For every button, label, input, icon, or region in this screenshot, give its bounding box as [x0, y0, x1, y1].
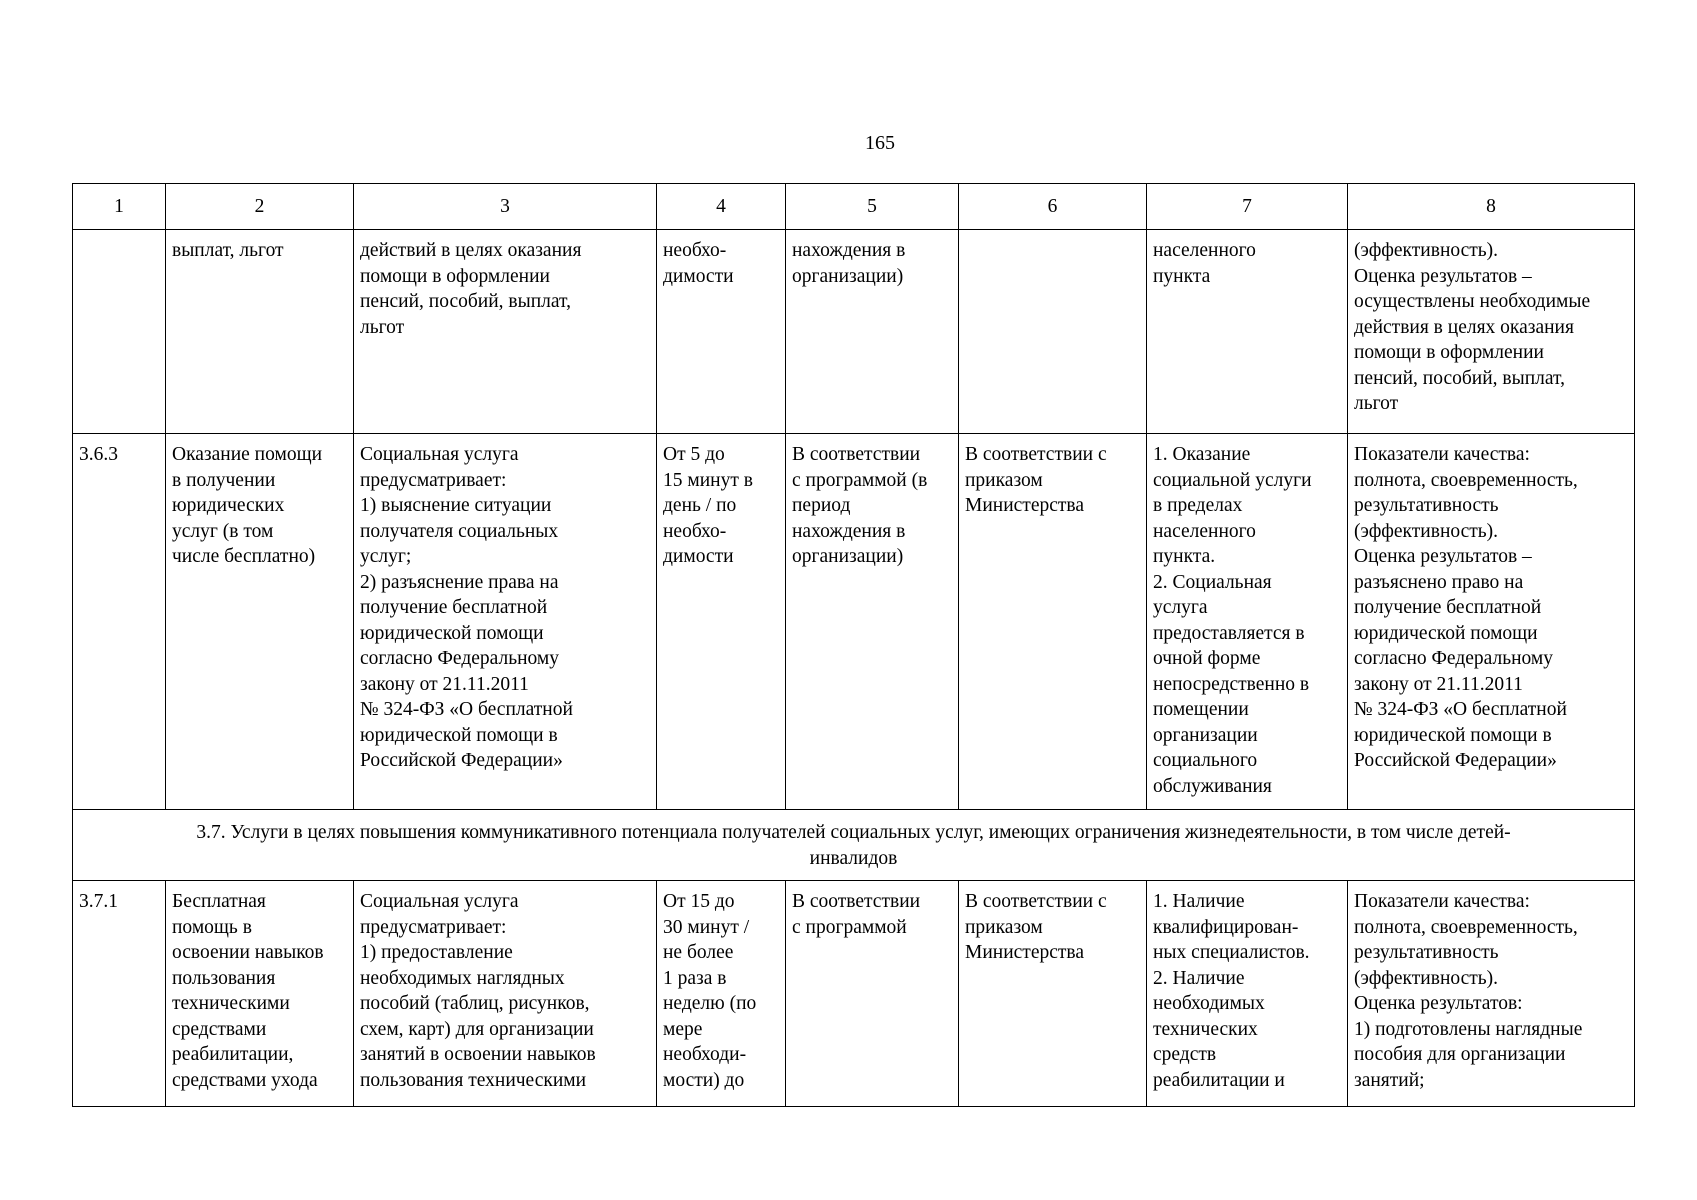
section-title: 3.7. Услуги в целях повышения коммуникативного потенциала получателей социальных услуг, имеющих ограничения жизнедеятельности, в том числе детей- инвалидов — [73, 810, 1635, 881]
cell-cost — [959, 230, 1147, 434]
cell-service-name: Бесплатная помощь в освоении навыков пользования техническими средствами реабилитации, средствами ухода — [166, 881, 354, 1107]
cell-conditions: населенного пункта — [1147, 230, 1348, 434]
column-number-row — [73, 184, 1635, 230]
cell-description: Социальная услуга предусматривает: 1) предоставление необходимых наглядных пособий (таблиц, рисунков, схем, карт) для организации занятий в освоении навыков пользования техническими — [354, 881, 657, 1107]
cell-number: 3.6.3 — [73, 434, 166, 810]
column-number-4: 4 — [657, 184, 786, 230]
table-row-continuation — [73, 230, 1635, 434]
cell-service-name: Оказание помощи в получении юридических услуг (в том числе бесплатно) — [166, 434, 354, 810]
table-row-3-7-1 — [73, 881, 1635, 1107]
column-number-5: 5 — [786, 184, 959, 230]
section-heading-row — [73, 810, 1635, 881]
cell-number — [73, 230, 166, 434]
column-number-8: 8 — [1348, 184, 1635, 230]
cell-duration: От 15 до 30 минут / не более 1 раза в неделю (по мере необходи- мости) до — [657, 881, 786, 1107]
cell-cost: В соответствии с приказом Министерства — [959, 881, 1147, 1107]
column-number-2: 2 — [166, 184, 354, 230]
page-number: 165 — [865, 132, 895, 154]
cell-schedule: нахождения в организации) — [786, 230, 959, 434]
column-number-3: 3 — [354, 184, 657, 230]
cell-schedule: В соответствии с программой (в период нахождения в организации) — [786, 434, 959, 810]
cell-duration: необхо- димости — [657, 230, 786, 434]
cell-cost: В соответствии с приказом Министерства — [959, 434, 1147, 810]
cell-duration: От 5 до 15 минут в день / по необхо- димости — [657, 434, 786, 810]
cell-description: Социальная услуга предусматривает: 1) выяснение ситуации получателя социальных услуг; 2) разъяснение права на получение бесплатной юридической помощи согласно Федеральному закону от 21.11.2011 № 324-ФЗ «О бесплатной юридической помощи в Российской Федерации» — [354, 434, 657, 810]
cell-service-name: выплат, льгот — [166, 230, 354, 434]
cell-number: 3.7.1 — [73, 881, 166, 1107]
table-row-3-6-3 — [73, 434, 1635, 810]
column-number-1: 1 — [73, 184, 166, 230]
cell-conditions: 1. Наличие квалифицирован- ных специалистов. 2. Наличие необходимых технических средств реабилитации и — [1147, 881, 1348, 1107]
column-number-6: 6 — [959, 184, 1147, 230]
column-number-7: 7 — [1147, 184, 1348, 230]
services-table — [72, 183, 1635, 1107]
cell-conditions: 1. Оказание социальной услуги в пределах населенного пункта. 2. Социальная услуга предоставляется в очной форме непосредственно в помещении организации социального обслуживания — [1147, 434, 1348, 810]
cell-description: действий в целях оказания помощи в оформлении пенсий, пособий, выплат, льгот — [354, 230, 657, 434]
cell-quality: Показатели качества: полнота, своевременность, результативность (эффективность). Оценка результатов – разъяснено право на получение бесплатной юридической помощи согласно Федеральному закону от 21.11.2011 № 324-ФЗ «О бесплатной юридической помощи в Российской Федерации» — [1348, 434, 1635, 810]
cell-schedule: В соответствии с программой — [786, 881, 959, 1107]
cell-quality: Показатели качества: полнота, своевременность, результативность (эффективность). Оценка результатов: 1) подготовлены наглядные пособия для организации занятий; — [1348, 881, 1635, 1107]
cell-quality: (эффективность). Оценка результатов – осуществлены необходимые действия в целях оказания помощи в оформлении пенсий, пособий, выплат, льгот — [1348, 230, 1635, 434]
